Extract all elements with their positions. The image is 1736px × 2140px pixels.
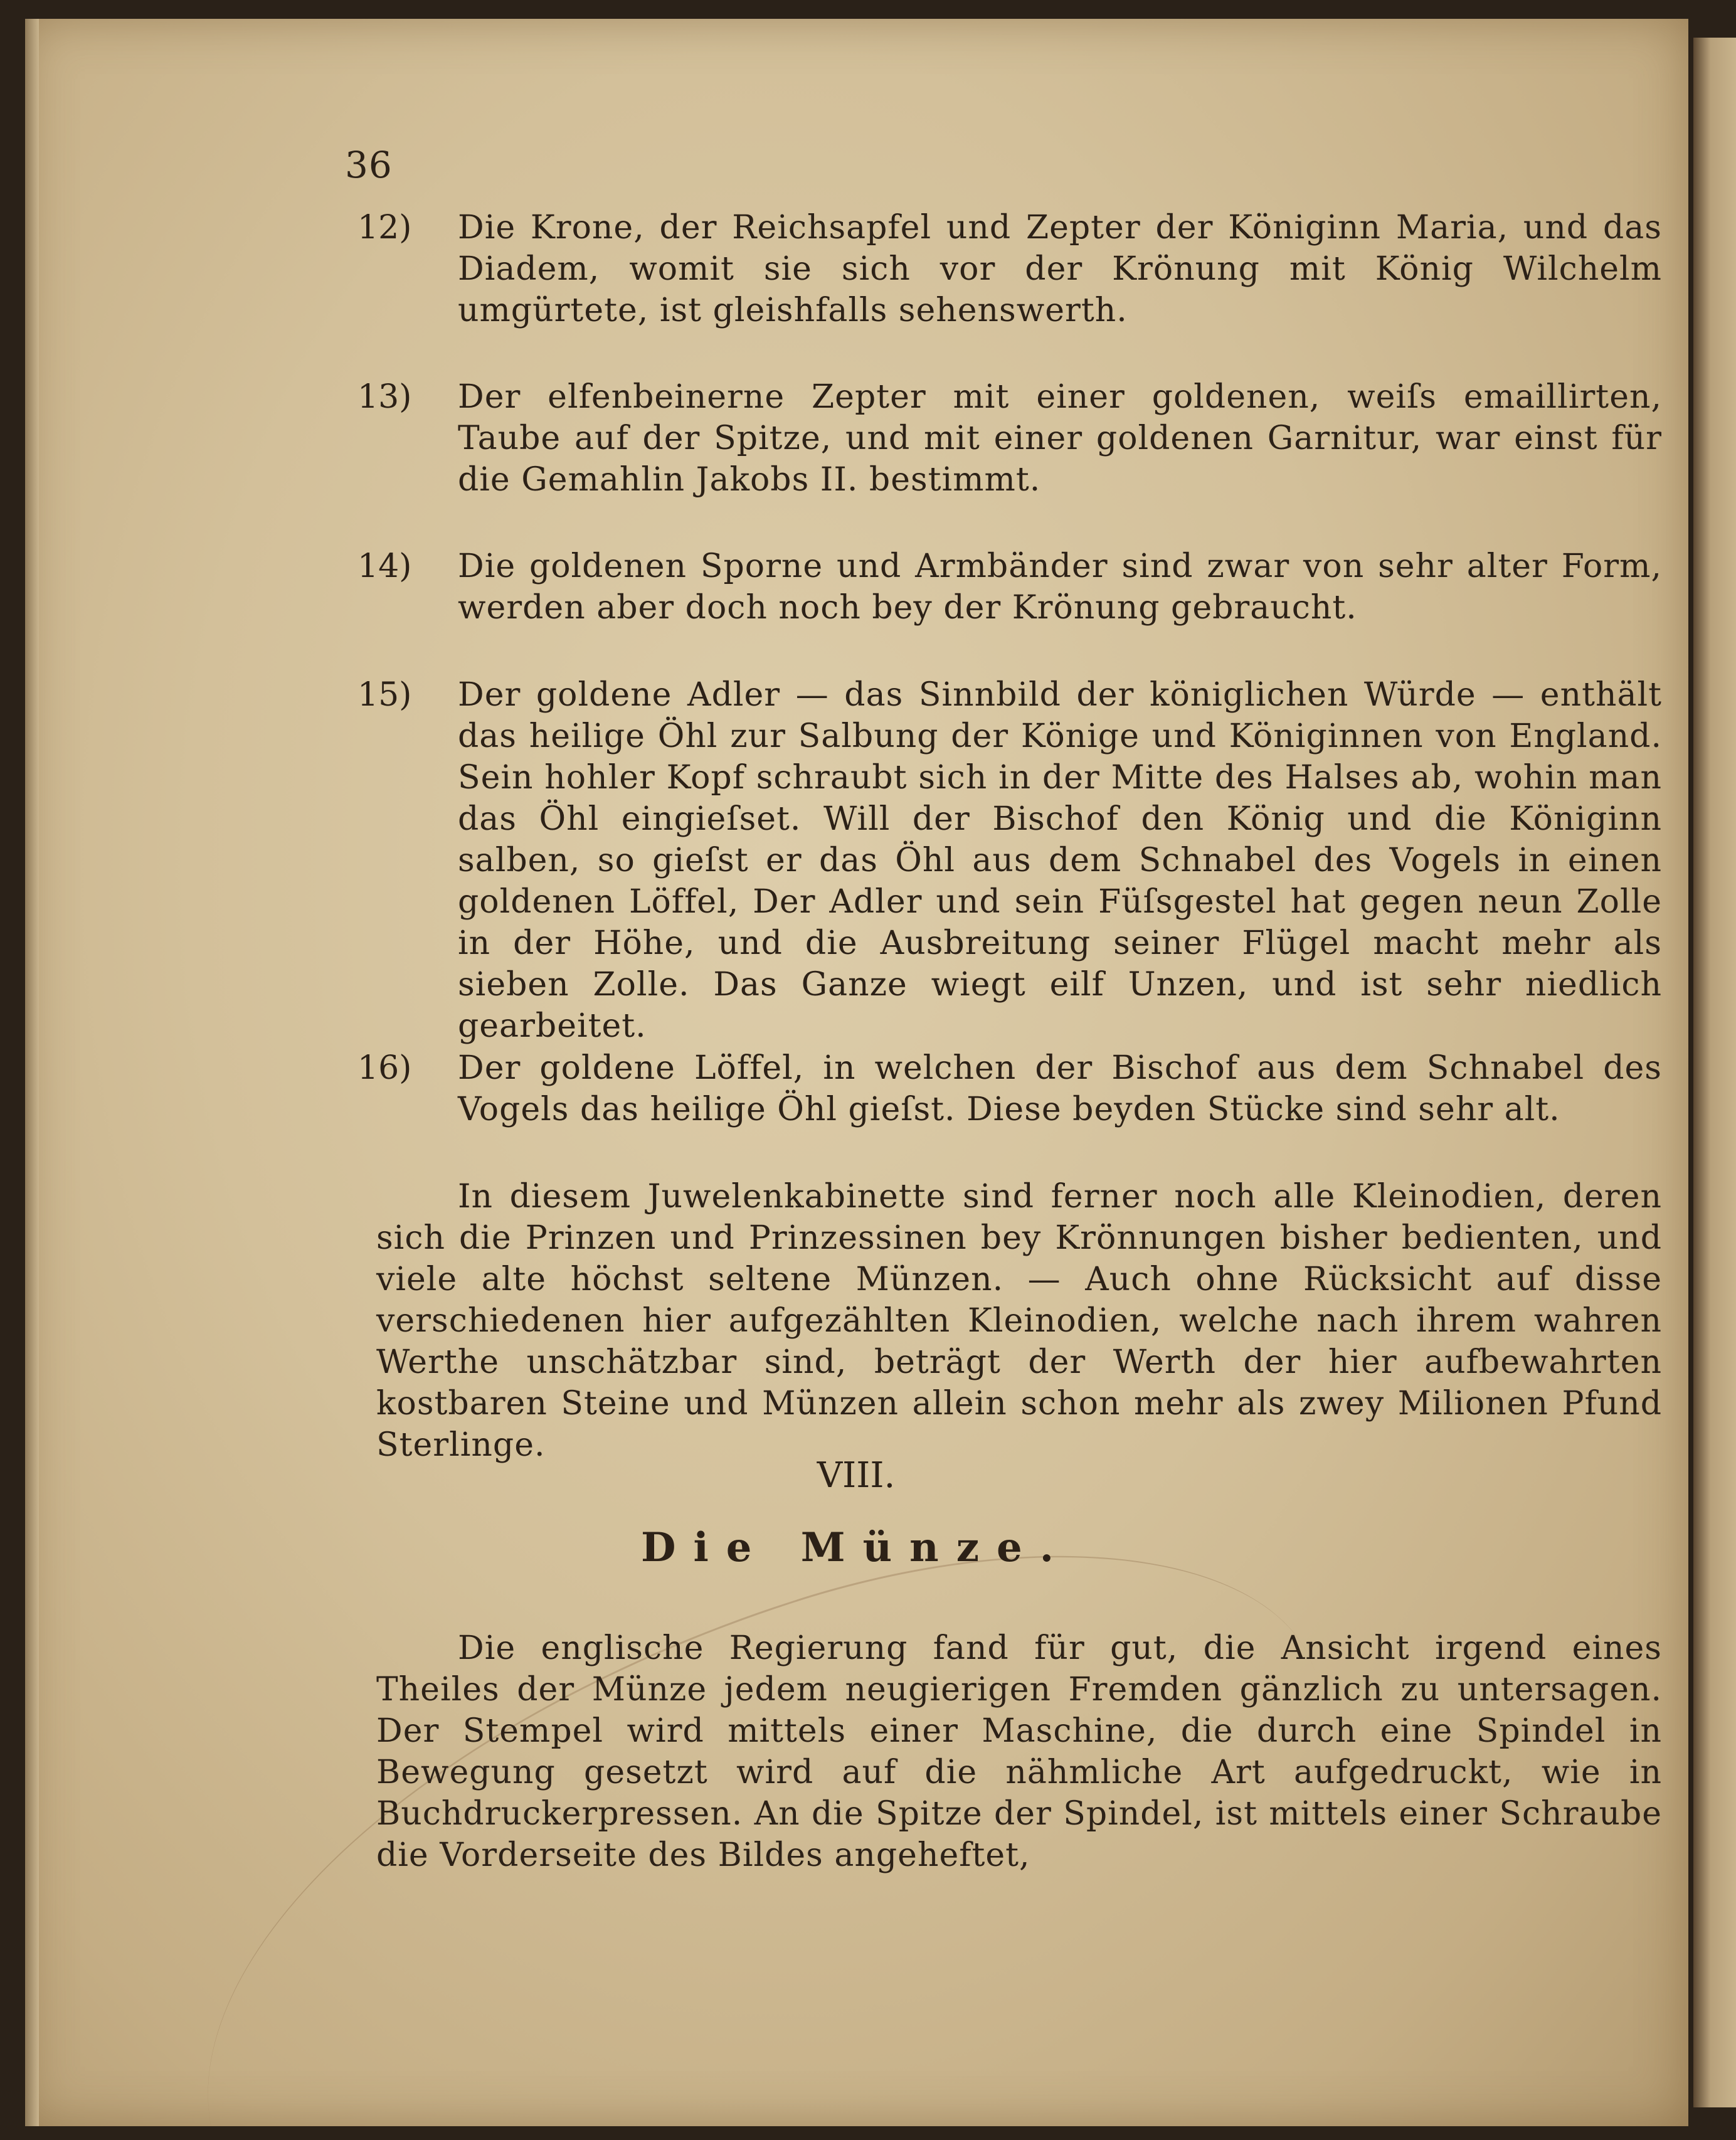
list-item bbox=[357, 207, 1662, 331]
page-edge bbox=[25, 19, 39, 2126]
item-text: Die Krone, der Reichsapfel und Zepter der Königinn Maria, und das Diadem, womit sie sich vor der Krönung mit König Wilchelm umgürtete, ist gleishfalls sehenswerth. bbox=[458, 209, 1662, 329]
item-number: 16) bbox=[357, 1049, 412, 1087]
jewels-paragraph: In diesem Juwelenkabinette sind ferner noch alle Kleinodien, deren sich die Prinzen und Prinzessinen bey Krönnungen bisher bedienten, und viele alte höchst seltene Münzen. — Auch ohne Rücksicht auf disse verschiedenen hier aufgezählten Kleinodien, welche nach ihrem wahren Werthe unschätzbar sind, beträgt der Werth der hier aufbewahrten kostbaren Steine und Münzen allein schon mehr als zwey Milionen Pfund Sterlinge. bbox=[376, 1178, 1662, 1464]
item-text: Der goldene Löffel, in welchen der Bischof aus dem Schnabel des Vogels das heilige Öhl gieſst. Diese beyden Stücke sind sehr alt. bbox=[458, 1049, 1662, 1128]
facing-page-edge bbox=[1693, 38, 1736, 2107]
list-item bbox=[357, 674, 1662, 1047]
section-title: Die Münze. bbox=[640, 1524, 1072, 1571]
item-number: 15) bbox=[357, 676, 412, 714]
item-number: 13) bbox=[357, 378, 412, 416]
item-number: 12) bbox=[357, 209, 412, 246]
book-page bbox=[25, 19, 1688, 2126]
item-number: 14) bbox=[357, 548, 412, 585]
list-item bbox=[357, 376, 1662, 501]
item-text: Die goldenen Sporne und Armbänder sind zwar von sehr alter Form, werden aber doch noch bey der Krönung gebraucht. bbox=[458, 548, 1662, 627]
list-item bbox=[357, 546, 1662, 628]
list-item bbox=[357, 1047, 1662, 1130]
mint-paragraph: Die englische Regierung fand für gut, die Ansicht irgend eines Theiles der Münze jedem neugierigen Fremden gänzlich zu untersagen. Der Stempel wird mittels einer Maschine, die durch eine Spindel in Bewegung gesetzt wird auf die nähmliche Art aufgedruckt, wie in Buchdruckerpressen. An die Spitze der Spindel, ist mittels einer Schraube die Vorderseite des Bildes angeheftet, bbox=[376, 1629, 1662, 1874]
item-text: Der elfenbeinerne Zepter mit einer goldenen, weiſs emaillirten, Taube auf der Spitze, und mit einer goldenen Garnitur, war einst für die Gemahlin Jakobs II. bestimmt. bbox=[458, 378, 1662, 499]
section-number: VIII. bbox=[817, 1455, 896, 1496]
page-number: 36 bbox=[345, 144, 393, 186]
item-text: Der goldene Adler — das Sinnbild der königlichen Würde — enthält das heilige Öhl zur Salbung der Könige und Königinnen von England. Sein hohler Kopf schraubt sich in der Mitte des Halses ab, wohin man das Öhl eingieſset. Will der Bischof den König und die Königinn salben, so gieſst er das Öhl aus dem Schnabel des Vogels in einen goldenen Löffel, Der Adler und sein Füſsgestel hat gegen neun Zolle in der Höhe, und die Ausbreitung seiner Flügel macht mehr als sieben Zolle. Das Ganze wiegt eilf Unzen, und ist sehr niedlich gearbeitet. bbox=[458, 676, 1662, 1045]
